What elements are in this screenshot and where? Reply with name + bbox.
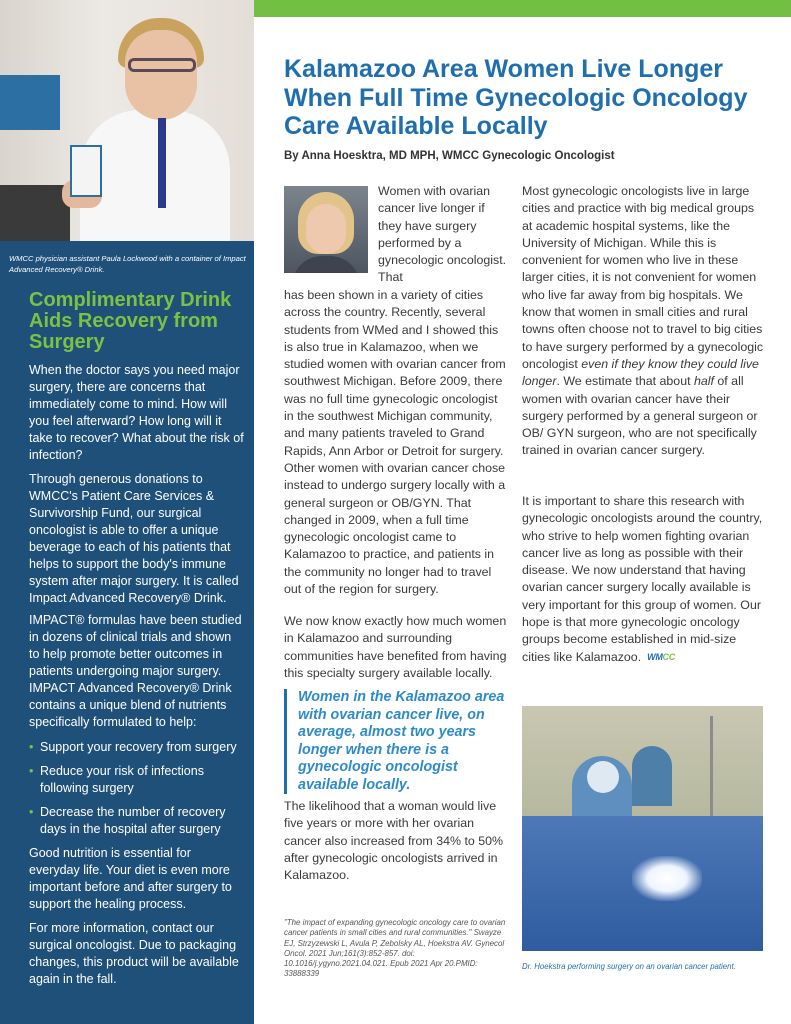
column1-paragraph-2: We now know exactly how much women in Kalamazoo and surrounding communities have benefited from having this specialty surgery available locally. xyxy=(284,614,507,680)
sidebar xyxy=(0,0,254,1024)
sidebar-bullet xyxy=(29,804,244,838)
sidebar-paragraph-4: Good nutrition is essential for everyday life. Your diet is even more important before and after surgery to support the healing process. xyxy=(29,846,232,911)
bullet-text: Reduce your risk of infections following surgery xyxy=(40,764,204,795)
column1-paragraph-1: has been shown in a variety of cities across the country. Recently, several students from WMed and I showed this is also true in Kalamazoo, when we studied women with ovarian cancer from southwest Michigan. Before 2009, there was no full time gynecologic oncologist in the southwest Michigan community, and many patients traveled to Grand Rapids, Ann Arbor or Detroit for surgery. Other women with ovarian cancer chose instead to undergo surgery locally with a general surgeon or OB/GYN. That changed in 2009, when a full time gynecologic oncologist came to Kalamazoo to practice, and patients in the community no longer had to travel out of the region for surgery. xyxy=(284,288,506,597)
citation-footnote: "The impact of expanding gynecologic oncology care to ovarian cancer patients in small cities and rural communities." Swayze EJ, Strzyzewski L, Avula P, Zebolsky AL, Hoekstra AV. Gynecol Oncol. 2021 Jun;161(3):852-857. doi: 10.1016/j.ygyno.2021.04.021. Epub 2021 Apr 20.PMID: 33888339 xyxy=(284,918,506,979)
sidebar-paragraph-5: For more information, contact our surgical oncologist. Due to packaging changes, this product will be available again in the fall. xyxy=(29,921,239,986)
column2-paragraph-2-text: It is important to share this research with gynecologic oncologists around the country, who strive to help women fighting ovarian cancer live as long as possible with their disease. We now understand that having ovarian cancer surgery locally available is very important for this group of women. Our hope is that more gynecologic oncology groups become established in mid-size cities like Kalamazoo. xyxy=(522,494,763,664)
sidebar-paragraph-2: Through generous donations to WMCC's Patient Care Services & Survivorship Fund, our surgical oncologist is able to offer a unique beverage to each of his patients that helps to support the body's immune system after major surgery. It is called Impact Advanced Recovery® Drink. xyxy=(29,472,239,605)
sidebar-bullet xyxy=(29,739,244,756)
column2-paragraph-1-emphasis: even if they know they could live longer xyxy=(522,356,759,389)
bullet-text: Decrease the number of recovery days in the hospital after surgery xyxy=(40,805,226,836)
column1-intro: Women with ovarian cancer live longer if they have surgery performed by a gynecologic oncologist. That xyxy=(378,184,507,285)
column2-paragraph-1 xyxy=(522,183,767,460)
column2-paragraph-2 xyxy=(522,493,767,666)
article-byline: By Anna Hoesktra, MD MPH, WMCC Gynecologic Oncologist xyxy=(284,150,615,162)
sidebar-bullet xyxy=(29,763,244,797)
bullet-text: Support your recovery from surgery xyxy=(40,740,237,754)
photo-caption: WMCC physician assistant Paula Lockwood with a container of Impact Advanced Recovery® Drink. xyxy=(9,254,246,274)
sidebar-title: Complimentary Drink Aids Recovery from Surgery xyxy=(29,289,232,353)
bullet-dot-icon: • xyxy=(29,805,34,819)
column2-paragraph-1-text-c: of all women with ovarian cancer have their surgery performed by a general surgeon or OB/ GYN surgeon, who are not specifically trained in ovarian cancer surgery. xyxy=(522,374,758,458)
column2-paragraph-1-text-b: . We estimate that about xyxy=(556,374,694,389)
wmcc-logo: WMCC xyxy=(647,651,675,662)
top-accent-bar xyxy=(254,0,791,17)
column2-paragraph-1-text-a: Most gynecologic oncologists live in large cities and practice with big medical groups at academic hospital systems, like the University of Michigan. While this is convenient for women who live in these larger cities, it is not convenient for women who live far away from big hospitals. We know that women in small cities and rural towns often choose not to travel to big cities to have surgery performed by a gynecologic oncologist xyxy=(522,184,764,371)
surgery-photo xyxy=(522,706,763,951)
sidebar-paragraph-1: When the doctor says you need major surgery, there are concerns that immediately come to mind. How will you feel afterward? How long will it take to recover? What about the risk of infection? xyxy=(29,363,244,462)
column1-paragraph-3: The likelihood that a woman would live five years or more with her ovarian cancer also increased from 34% to 50% after gynecologic oncologists arrived in Kalamazoo. xyxy=(284,799,504,883)
pull-quote: Women in the Kalamazoo area with ovarian cancer live, on average, almost two years longer when there is a gynecologic oncologist available locally. xyxy=(284,689,509,794)
article-title: Kalamazoo Area Women Live Longer When Full Time Gynecologic Oncology Care Available Locally xyxy=(284,55,748,140)
bullet-dot-icon: • xyxy=(29,740,34,754)
surgery-photo-caption: Dr. Hoekstra performing surgery on an ovarian cancer patient. xyxy=(522,962,736,971)
physician-assistant-photo xyxy=(0,0,254,241)
column2-paragraph-1-emphasis-half: half xyxy=(693,374,714,389)
bullet-dot-icon: • xyxy=(29,764,34,778)
author-headshot xyxy=(284,186,368,273)
sidebar-paragraph-3: IMPACT® formulas have been studied in dozens of clinical trials and shown to help promote better outcomes in patients undergoing major surgery. IMPACT Advanced Recovery® Drink contains a unique blend of nutrients specifically formulated to help: xyxy=(29,613,242,729)
